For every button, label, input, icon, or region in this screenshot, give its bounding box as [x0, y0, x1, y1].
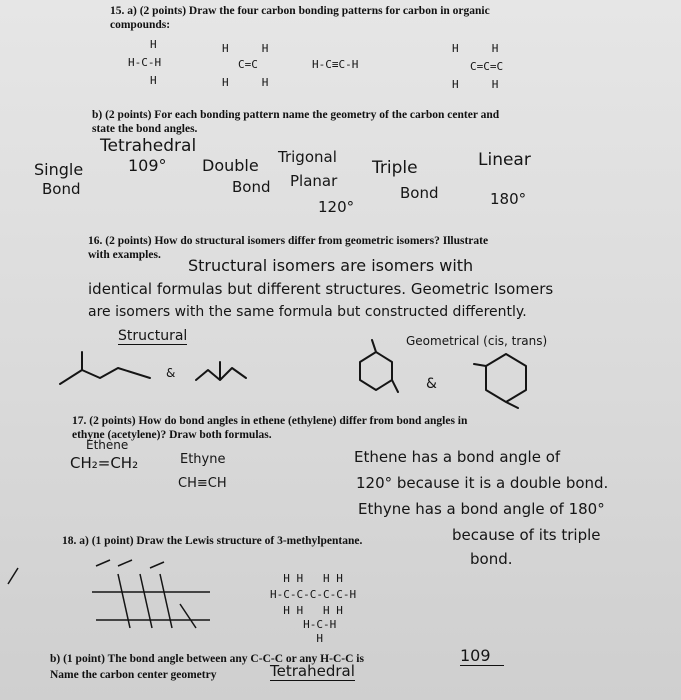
ethyne-label: Ethyne — [180, 452, 226, 467]
double-label: Double — [202, 156, 259, 175]
q15b-prompt: b) (2 points) For each bonding pattern name the geometry of the carbon center and — [92, 109, 500, 121]
q17-prompt: 17. (2 points) How do bond angles in ethene (ethylene) differ from bond angles in — [72, 415, 468, 427]
q17-prompt-2: ethyne (acetylene)? Draw both formulas. — [72, 429, 272, 441]
ethyne-drawing: H-C≡C-H — [312, 58, 359, 71]
q17-answer-1: Ethene has a bond angle of — [354, 448, 561, 466]
angle-180: 180° — [490, 190, 527, 208]
q17-answer-4: because of its triple — [452, 526, 601, 544]
bond-label-1: Bond — [42, 180, 81, 198]
q16-answer-2: identical formulas but different structures. Geometric Isomers — [88, 280, 554, 298]
q18b-angle-answer: 109 — [460, 646, 504, 666]
q16-answer-3: are isomers with the same formula but constructed differently. — [88, 304, 527, 320]
q18b-prompt-2: Name the carbon center geometry — [50, 669, 217, 681]
q16-prompt-2: with examples. — [88, 249, 161, 261]
q15a-prompt-2: compounds: — [110, 19, 171, 31]
tetrahedral-label: Tetrahedral — [100, 136, 197, 156]
methane-mid: H-C-H — [128, 56, 162, 69]
methane-h-bottom: H — [150, 74, 157, 87]
single-label: Single — [34, 160, 84, 179]
angle-109: 109° — [128, 156, 167, 175]
lewis-row-1: H H H H — [270, 572, 343, 585]
linear-label: Linear — [478, 150, 531, 170]
structural-label: Structural — [118, 328, 188, 344]
ethene-label: Ethene — [86, 438, 129, 452]
q17-answer-2: 120° because it is a double bond. — [356, 474, 609, 492]
geometric-label: Geometrical (cis, trans) — [406, 334, 548, 348]
lewis-row-2: H-C-C-C-C-C-H — [270, 588, 357, 601]
methane-h-top: H — [150, 38, 157, 51]
allene-top: H H — [452, 42, 499, 55]
q18b-prompt-1: b) (1 point) The bond angle between any C-C-C or any H-C-C is — [50, 653, 364, 665]
q18a-prompt: 18. a) (1 point) Draw the Lewis structure of 3-methylpentane. — [62, 535, 363, 547]
trigonal-label: Trigonal — [278, 148, 337, 166]
ethene-top: H H — [222, 42, 269, 55]
ampersand-2: & — [426, 376, 437, 392]
bond-label-2: Bond — [232, 178, 271, 196]
ethyne-formula: CH≡CH — [178, 476, 227, 491]
ethene-bottom: H H — [222, 76, 269, 89]
q16-prompt: 16. (2 points) How do structural isomers differ from geometric isomers? Illustrate — [88, 235, 489, 247]
ethene-formula: CH₂=CH₂ — [70, 454, 139, 472]
bond-label-3: Bond — [400, 184, 439, 202]
lewis-row-3: H H H H — [270, 604, 343, 617]
q17-answer-3: Ethyne has a bond angle of 180° — [358, 500, 605, 518]
allene-mid: C=C=C — [470, 60, 504, 73]
ampersand-1: & — [166, 366, 176, 380]
triple-label: Triple — [372, 158, 418, 178]
allene-bottom: H H — [452, 78, 499, 91]
q16-answer-1: Structural isomers are isomers with — [188, 256, 474, 275]
q18b-geometry-answer: Tetrahedral — [270, 662, 355, 680]
planar-label: Planar — [290, 172, 338, 190]
lewis-row-5: H — [270, 632, 323, 645]
q15a-prompt: 15. a) (2 points) Draw the four carbon bonding patterns for carbon in organic — [110, 5, 490, 17]
q17-answer-5: bond. — [470, 550, 513, 568]
angle-120: 120° — [318, 198, 355, 216]
ethene-mid: C=C — [238, 58, 258, 71]
lewis-row-4: H-C-H — [270, 618, 337, 631]
q15b-prompt-2: state the bond angles. — [92, 123, 198, 135]
